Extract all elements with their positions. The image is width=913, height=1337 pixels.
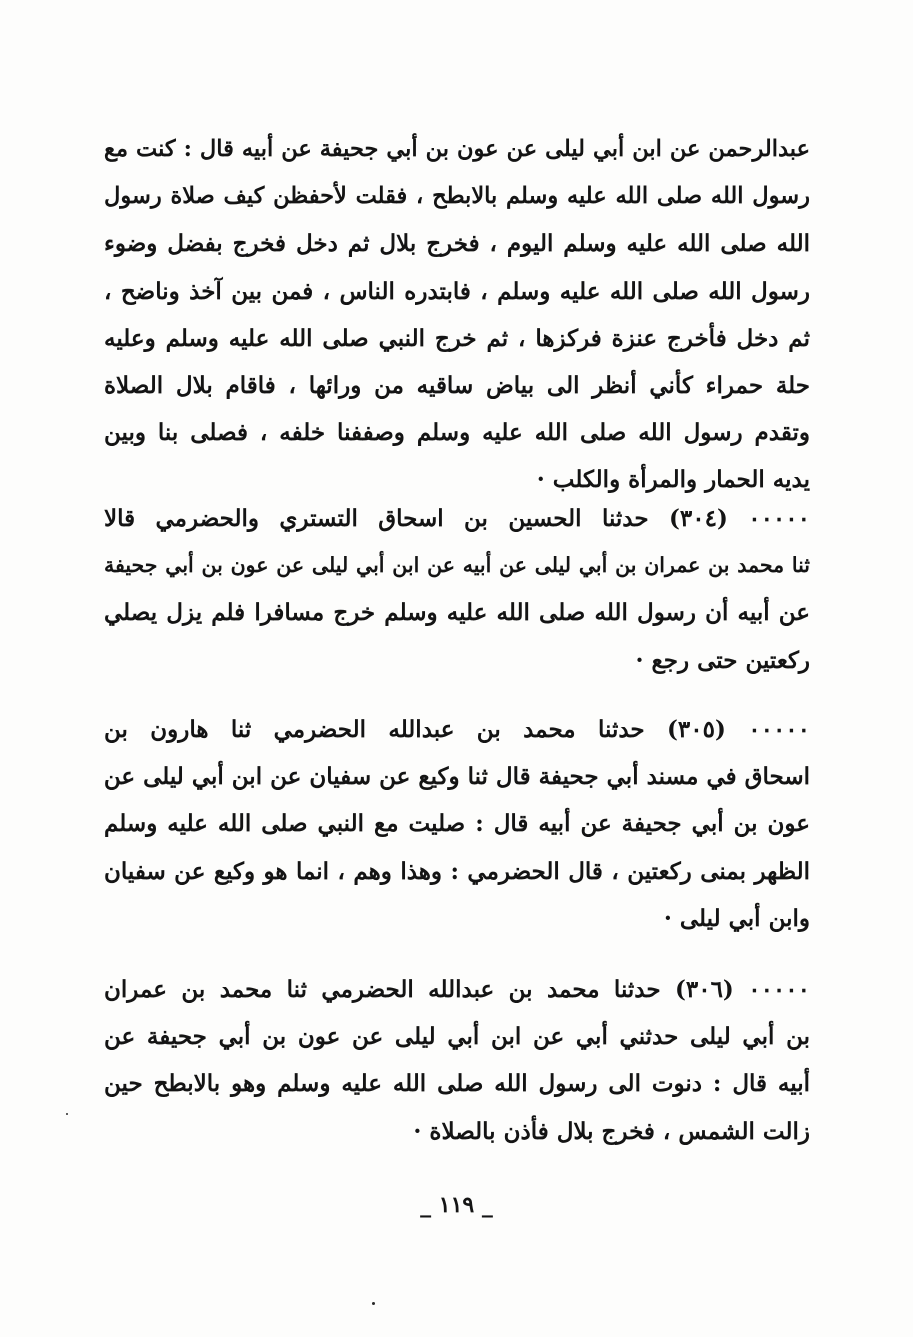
scan-speck <box>372 1302 375 1305</box>
text-line: وابن أبي ليلى · <box>663 904 810 932</box>
text-line: ثنا محمد بن عمران بن أبي ليلى عن أبيه عن ابن أبي ليلى عن عون بن أبي جحيفة <box>104 553 810 578</box>
paragraph-hadith-306 <box>104 966 810 1155</box>
text-line: حلة حمراء كأني أنظر الى بياض ساقيه من ورائها ، فاقام بلال الصلاة <box>104 372 810 400</box>
text-line: ٠٠٠٠٠ (٣٠٥) حدثنا محمد بن عبدالله الحضرمي ثنا هارون بن <box>104 716 810 743</box>
scan-speck <box>66 1113 68 1115</box>
text-line: اسحاق في مسند أبي جحيفة قال ثنا وكيع عن سفيان عن ابن أبي ليلى عن <box>104 763 810 791</box>
text-line: رسول الله صلى الله عليه وسلم ، فابتدره الناس ، فمن بين آخذ وناضح ، <box>104 277 810 305</box>
text-line: عون بن أبي جحيفة عن أبيه قال : صليت مع النبي صلى الله عليه وسلم <box>104 810 810 838</box>
text-line: ثم دخل فأخرج عنزة فركزها ، ثم خرج النبي صلى الله عليه وسلم وعليه <box>104 324 810 352</box>
text-line: يديه الحمار والمرأة والكلب · <box>536 466 810 494</box>
text-line: عن أبيه أن رسول الله صلى الله عليه وسلم خرج مسافرا فلم يزل يصلي <box>104 599 810 627</box>
paragraph-hadith-305 <box>104 706 810 942</box>
text-line: بن أبي ليلى حدثني أبي عن ابن أبي ليلى عن عون بن أبي جحيفة عن <box>104 1023 810 1051</box>
text-line: ٠٠٠٠٠ (٣٠٤) حدثنا الحسين بن اسحاق التستري والحضرمي قالا <box>104 505 810 532</box>
text-line: الله صلى الله عليه وسلم اليوم ، فخرج بلال ثم دخل فخرج بفضل وضوء <box>104 230 810 258</box>
paragraph-hadith-continuation <box>104 126 810 504</box>
text-line: عبدالرحمن عن ابن أبي ليلى عن عون بن أبي جحيفة عن أبيه قال : كنت مع <box>104 136 810 162</box>
page-number: _ ١١٩ _ <box>420 1192 493 1218</box>
text-line: الظهر بمنى ركعتين ، قال الحضرمي : وهذا وهم ، انما هو وكيع عن سفيان <box>104 857 810 885</box>
text-line: ٠٠٠٠٠ (٣٠٦) حدثنا محمد بن عبدالله الحضرمي ثنا محمد بن عمران <box>104 976 810 1003</box>
paragraph-hadith-304 <box>104 495 810 684</box>
text-line: رسول الله صلى الله عليه وسلم بالابطح ، فقلت لأحفظن كيف صلاة رسول <box>104 183 810 210</box>
text-line: أبيه قال : دنوت الى رسول الله صلى الله عليه وسلم وهو بالابطح حين <box>104 1070 810 1098</box>
text-line: ركعتين حتى رجع · <box>635 646 810 674</box>
text-line: زالت الشمس ، فخرج بلال فأذن بالصلاة · <box>413 1117 810 1145</box>
text-line: وتقدم رسول الله صلى الله عليه وسلم وصففنا خلفه ، فصلى بنا وبين <box>104 419 810 447</box>
